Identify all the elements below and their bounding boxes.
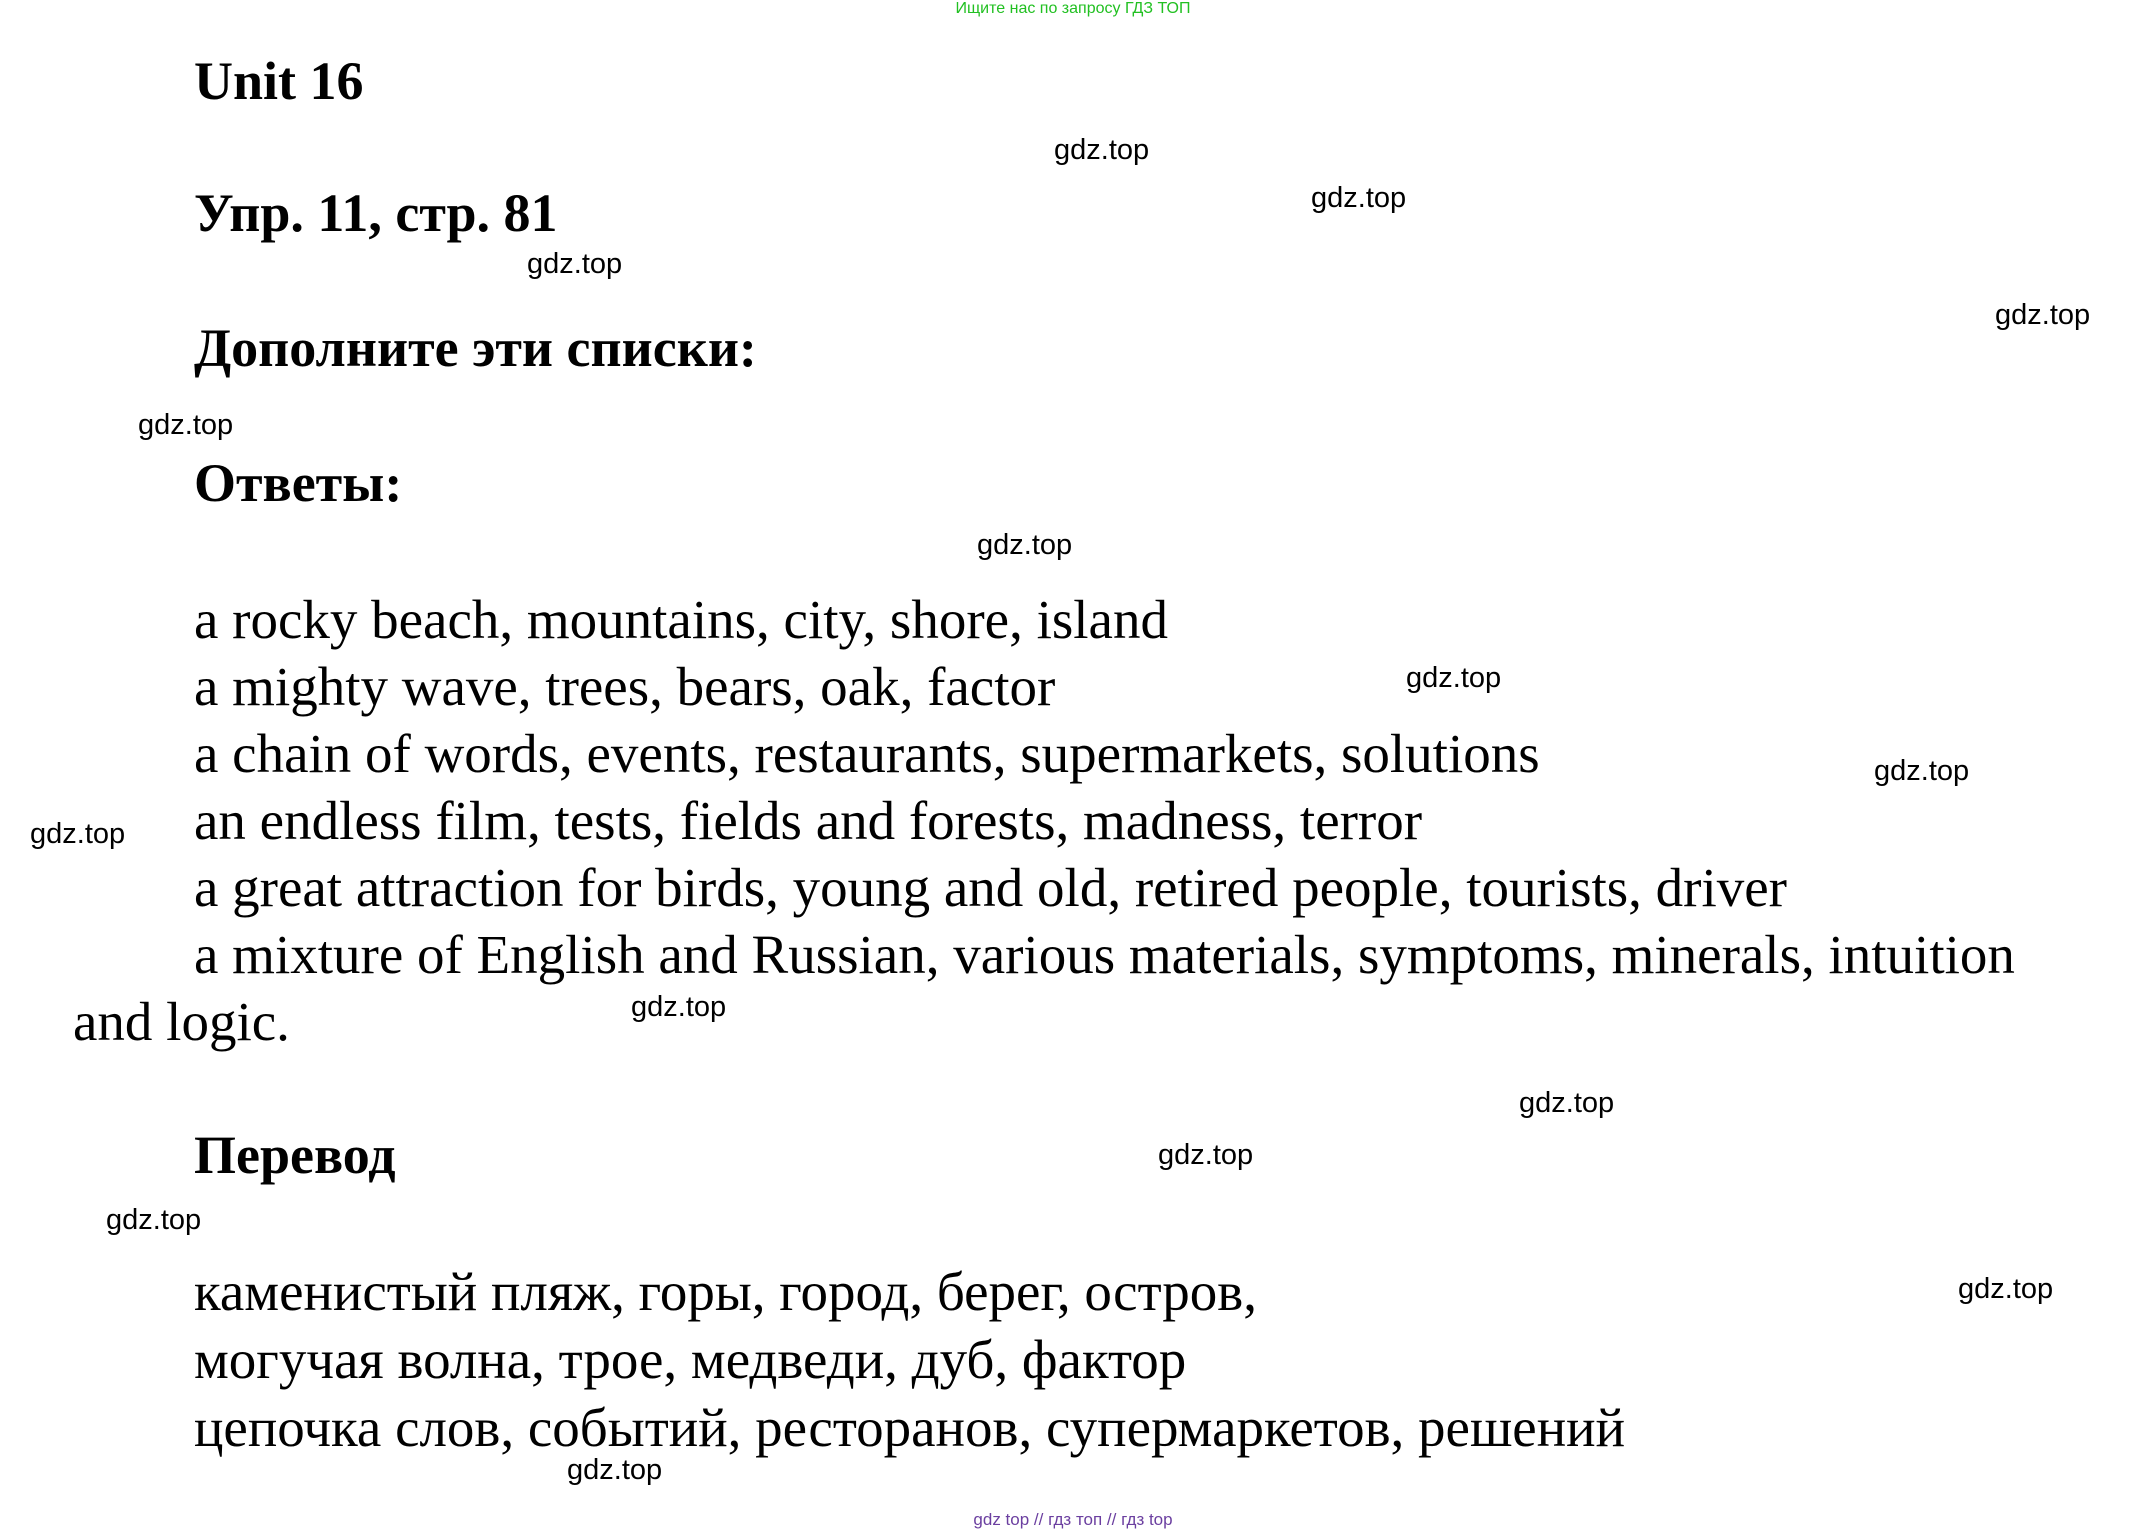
top-banner	[0, 0, 2146, 18]
instruction: Дополните эти списки:	[194, 318, 757, 378]
watermark: gdz.top	[527, 248, 623, 280]
watermark: gdz.top	[1406, 662, 1502, 694]
watermark: gdz.top	[631, 991, 727, 1023]
watermark: gdz.top	[1519, 1087, 1615, 1119]
exercise-title: Упр. 11, стр. 81	[194, 183, 558, 243]
footer	[0, 1510, 2146, 1530]
answers-heading: Ответы:	[194, 453, 403, 513]
banner-text: Ищите нас по запросу ГДЗ ТОП	[955, 0, 1191, 17]
answer-line: a great attraction for birds, young and old, retired people, tourists, driver	[194, 857, 1787, 918]
watermark: gdz.top	[30, 818, 126, 850]
translation-line: каменистый пляж, горы, город, берег, остров,	[194, 1261, 1258, 1322]
answer-line: a chain of words, events, restaurants, supermarkets, solutions	[194, 723, 1540, 784]
watermark: gdz.top	[106, 1204, 202, 1236]
watermark: gdz.top	[1054, 134, 1150, 166]
watermark: gdz.top	[1995, 299, 2091, 331]
watermark: gdz.top	[977, 529, 1073, 561]
translation-line: цепочка слов, событий, ресторанов, супермаркетов, решений	[194, 1397, 1626, 1458]
answer-line: and logic.	[73, 991, 290, 1052]
answer-line: a mighty wave, trees, bears, oak, factor	[194, 656, 1056, 717]
watermark: gdz.top	[1158, 1139, 1254, 1171]
answer-line: an endless film, tests, fields and forests, madness, terror	[194, 790, 1423, 851]
translation-line: могучая волна, трое, медведи, дуб, фактор	[194, 1329, 1187, 1390]
watermark: gdz.top	[567, 1454, 663, 1486]
translation-heading: Перевод	[194, 1125, 396, 1185]
watermark: gdz.top	[1874, 755, 1970, 787]
answer-line: a mixture of English and Russian, various materials, symptoms, minerals, intuition	[194, 924, 2015, 985]
unit-title: Unit 16	[194, 51, 364, 111]
answer-line: a rocky beach, mountains, city, shore, island	[194, 589, 1168, 650]
watermark: gdz.top	[1958, 1273, 2054, 1305]
watermark: gdz.top	[1311, 182, 1407, 214]
watermark: gdz.top	[138, 409, 234, 441]
footer-text: gdz top // гдз топ // гдз top	[973, 1510, 1173, 1529]
